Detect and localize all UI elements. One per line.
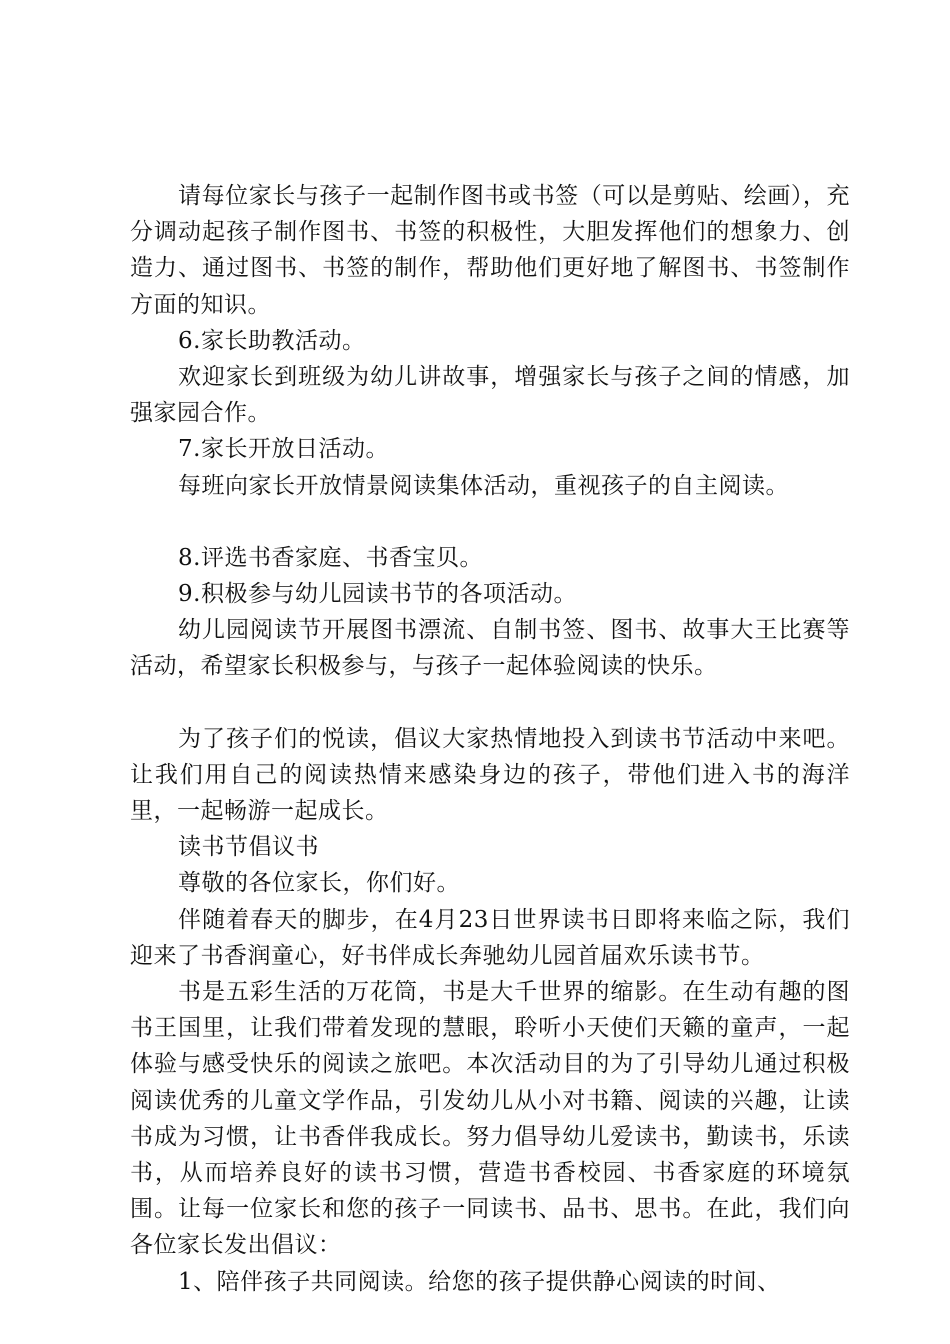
heading-selection: 8.评选书香家庭、书香宝贝。 bbox=[178, 544, 483, 571]
paragraph-parent-assistant: 欢迎家长到班级为幼儿讲故事，增强家长与孩子之间的情感，加强家园合作。 bbox=[130, 364, 850, 427]
salutation: 尊敬的各位家长，你们好。 bbox=[178, 870, 460, 897]
paragraph-bookmark-making: 请每位家长与孩子一起制作图书或书签（可以是剪贴、绘画），充分调动起孩子制作图书、书签的积极性，大胆发挥他们的想象力、创造力、通过图书、书签的制作，帮助他们更好地了解图书、书签制作方面的知识。 bbox=[130, 183, 850, 318]
paragraph-gap bbox=[130, 685, 850, 721]
paragraph-intro: 伴随着春天的脚步，在4月23日世界读书日即将来临之际，我们迎来了书香润童心，好书伴成长奔驰幼儿园首届欢乐读书节。 bbox=[130, 906, 850, 969]
paragraph-closing-call: 为了孩子们的悦读，倡议大家热情地投入到读书节活动中来吧。让我们用自己的阅读热情来感染身边的孩子，带他们进入书的海洋里，一起畅游一起成长。 bbox=[130, 725, 850, 825]
heading-parent-assistant: 6.家长助教活动。 bbox=[178, 327, 366, 354]
paragraph-open-day: 每班向家长开放情景阅读集体活动，重视孩子的自主阅读。 bbox=[178, 472, 789, 499]
paragraph-proposal-1: 1、陪伴孩子共同阅读。给您的孩子提供静心阅读的时间、 bbox=[178, 1268, 781, 1295]
paragraph-reading-festival: 幼儿园阅读节开展图书漂流、自制书签、图书、故事大王比赛等活动，希望家长积极参与，与孩子一起体验阅读的快乐。 bbox=[130, 617, 850, 680]
document-body bbox=[130, 178, 850, 1300]
heading-open-day: 7.家长开放日活动。 bbox=[178, 436, 389, 463]
paragraph-purpose: 书是五彩生活的万花筒，书是大千世界的缩影。在生动有趣的图书王国里，让我们带着发现的慧眼，聆听小天使们天籁的童声，一起体验与感受快乐的阅读之旅吧。本次活动目的为了引导幼儿通过积极阅读优秀的儿童文学作品，引发幼儿从小对书籍、阅读的兴趣，让读书成为习惯，让书香伴我成长。努力倡导幼儿爱读书，勤读书，乐读书，从而培养良好的读书习惯，营造书香校园、书香家庭的环境氛围。让每一位家长和您的孩子一同读书、品书、思书。在此，我们向各位家长发出倡议： bbox=[130, 979, 850, 1259]
paragraph-gap bbox=[130, 504, 850, 540]
document-title: 读书节倡议书 bbox=[178, 834, 319, 861]
heading-participation: 9.积极参与幼儿园读书节的各项活动。 bbox=[178, 581, 577, 608]
